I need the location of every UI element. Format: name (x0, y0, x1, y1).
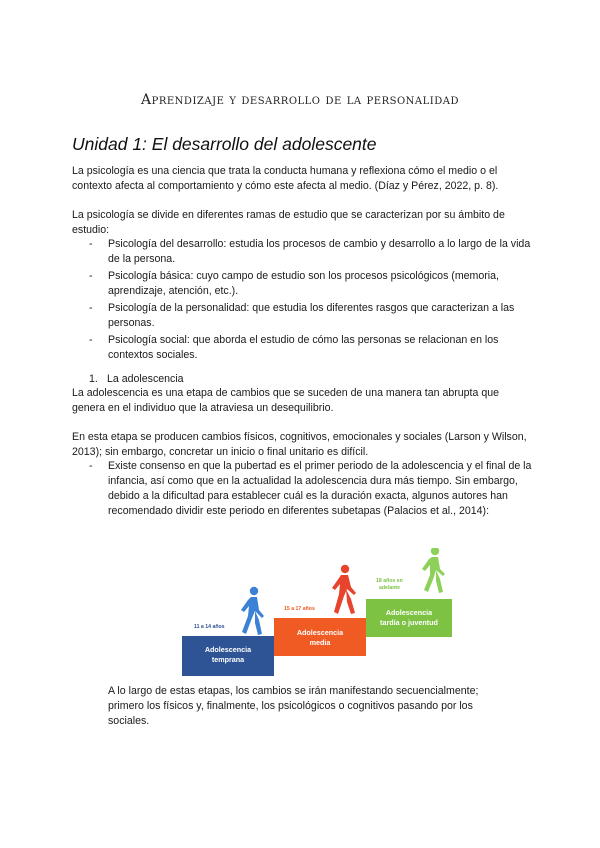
paragraph-adolescence-definition: La adolescencia es una etapa de cambios que se suceden de una manera tan abrupta que genera en el individuo que la atraviesa un desequilibrio. (72, 387, 500, 414)
section-heading (89, 372, 184, 387)
walking-person-blue-icon (241, 587, 264, 635)
consensus-list (72, 459, 532, 521)
paragraph-psychology-definition: La psicología es una ciencia que trata la conducta humana y reflexiona cómo el medio o el contexto afecta al comportamiento y cómo este afecta al medio. (Díaz y Pérez, 2022, p. 8). (72, 165, 499, 192)
document-header-title: Aprendizaje y desarrollo de la personalidad (141, 92, 459, 108)
list-item: - Psicología del desarrollo: estudia los procesos de cambio y desarrollo a lo largo de la vida de la persona. (72, 237, 532, 267)
stage-label-middle-1: Adolescencia (296, 628, 344, 637)
stage-label-early-1: Adolescencia (204, 645, 252, 654)
adolescence-stages-figure (176, 548, 456, 678)
stage-age-middle: 15 a 17 años (284, 606, 315, 612)
list-item: - Psicología básica: cuyo campo de estudio son los procesos psicológicos (memoria, aprendizaje, atención, etc.). (72, 269, 532, 299)
stage-age-early: 11 a 14 años (194, 624, 225, 630)
unit-title: Unidad 1: El desarrollo del adolescente (72, 134, 377, 154)
paragraph-changes: En esta etapa se producen cambios físicos, cognitivos, emocionales y sociales (Larson y Wilson, 2013); sin embargo, concretar un inicio o final unitario es difícil. (72, 431, 527, 458)
stage-age-late-1: 18 años en (376, 578, 403, 584)
stage-step-middle (274, 618, 366, 656)
section-title: La adolescencia (107, 373, 184, 385)
walking-person-green-icon (422, 548, 445, 593)
stage-label-early-2: temprana (211, 655, 245, 664)
stage-label-late-2: tardía o juventud (380, 618, 438, 627)
list-item: - Existe consenso en que la pubertad es el primer periodo de la adolescencia y el final de la infancia, así como que en la actualidad la adolescencia dura más tiempo. Sin embargo, debido a la dificultad para establecer cuál es la duración exacta, algunos autores han recomendado dividir este periodo en diferentes subetapas (Palacios et al., 2014): (72, 459, 532, 519)
figure-caption: A lo largo de estas etapas, los cambios se irán manifestando secuencialmente; primero los físicos y, finalmente, los psicológicos o cognitivos pasando por los sociales. (108, 685, 479, 727)
section-number: 1. (89, 373, 98, 385)
list-item: - Psicología de la personalidad: que estudia los diferentes rasgos que caracterizan a las personas. (72, 301, 532, 331)
list-item: - Psicología social: que aborda el estudio de cómo las personas se relacionan en los contextos sociales. (72, 333, 532, 363)
stage-age-late-2: adelante (379, 585, 401, 591)
stage-label-middle-2: media (309, 638, 331, 647)
branches-list (72, 237, 532, 365)
paragraph-branches-intro: La psicología se divide en diferentes ramas de estudio que se caracterizan por su ámbito de estudio: (72, 209, 505, 236)
walking-person-orange-icon (332, 565, 356, 614)
stage-label-late-1: Adolescencia (385, 608, 433, 617)
